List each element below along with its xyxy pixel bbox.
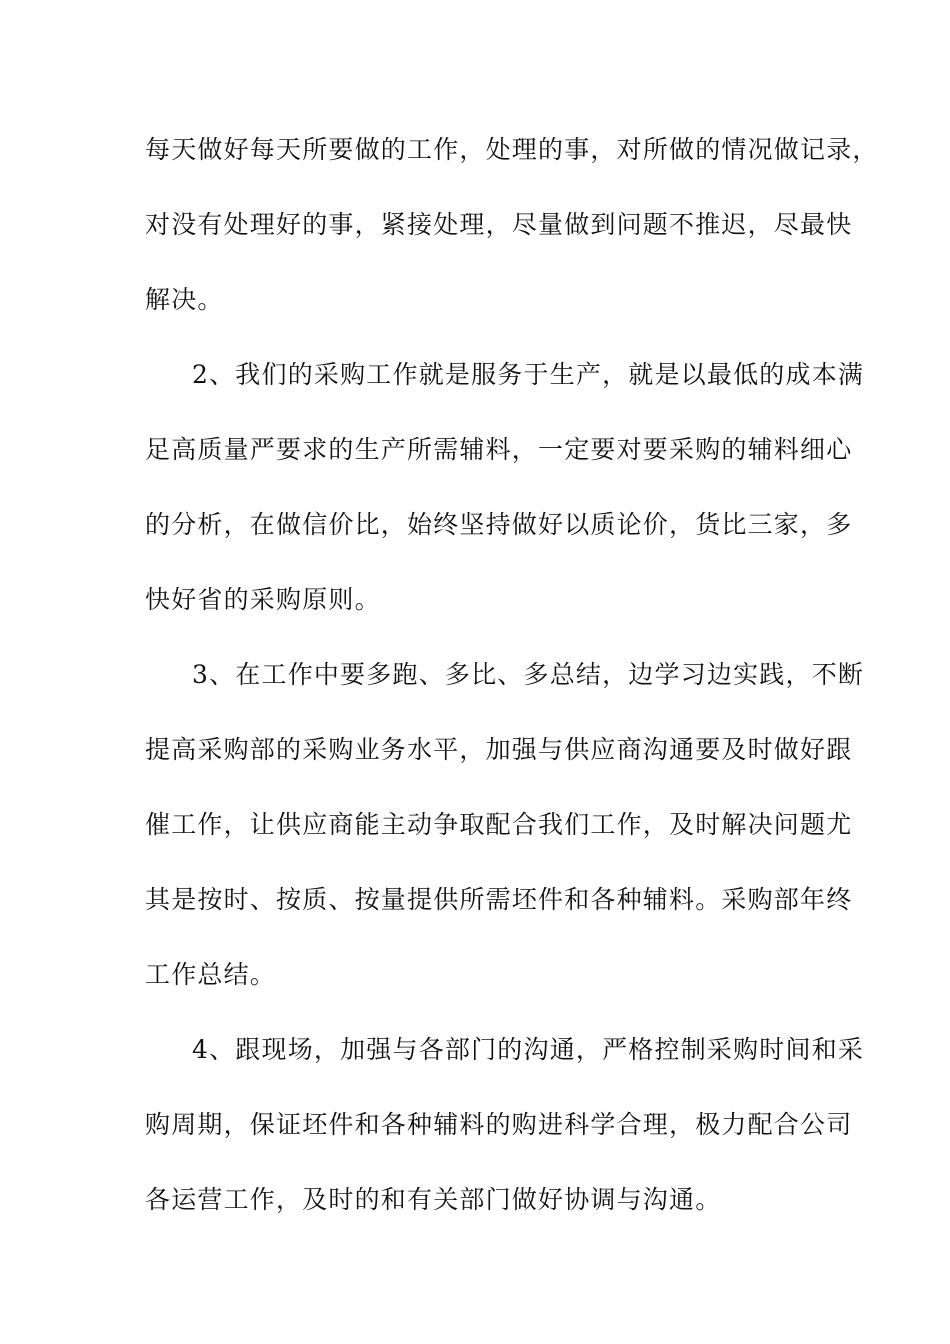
paragraph-3-line-2: 提高采购部的采购业务水平，加强与供应商沟通要及时做好跟 [145,735,853,764]
paragraph-1-line-3: 解决。 [145,285,224,314]
paragraph-2-line-3: 的分析，在做信价比，始终坚持做好以质论价，货比三家，多 [145,510,853,539]
paragraph-3-line-4: 其是按时、按质、按量提供所需坯件和各种辅料。采购部年终 [145,885,853,914]
paragraph-3-line-5: 工作总结。 [145,960,277,989]
paragraph-3-line-3: 催工作，让供应商能主动争取配合我们工作，及时解决问题尤 [145,810,853,839]
paragraph-2-line-1: 2、我们的采购工作就是服务于生产，就是以最低的成本满 [192,360,865,389]
paragraph-4-line-2: 购周期，保证坯件和各种辅料的购进科学合理，极力配合公司 [145,1110,853,1139]
paragraph-2-line-2: 足高质量严要求的生产所需辅料，一定要对要采购的辅料细心 [145,435,853,464]
paragraph-2-line-4: 快好省的采购原则。 [145,585,381,614]
paragraph-4-line-3: 各运营工作，及时的和有关部门做好协调与沟通。 [145,1185,722,1214]
paragraph-4-line-1: 4、跟现场，加强与各部门的沟通，严格控制采购时间和采 [192,1035,865,1064]
paragraph-3-line-1: 3、在工作中要多跑、多比、多总结，边学习边实践，不断 [192,660,865,689]
paragraph-1-line-2: 对没有处理好的事，紧接处理，尽量做到问题不推迟，尽最快 [145,210,853,239]
paragraph-1-line-1: 每天做好每天所要做的工作，处理的事，对所做的情况做记录， [145,135,879,164]
